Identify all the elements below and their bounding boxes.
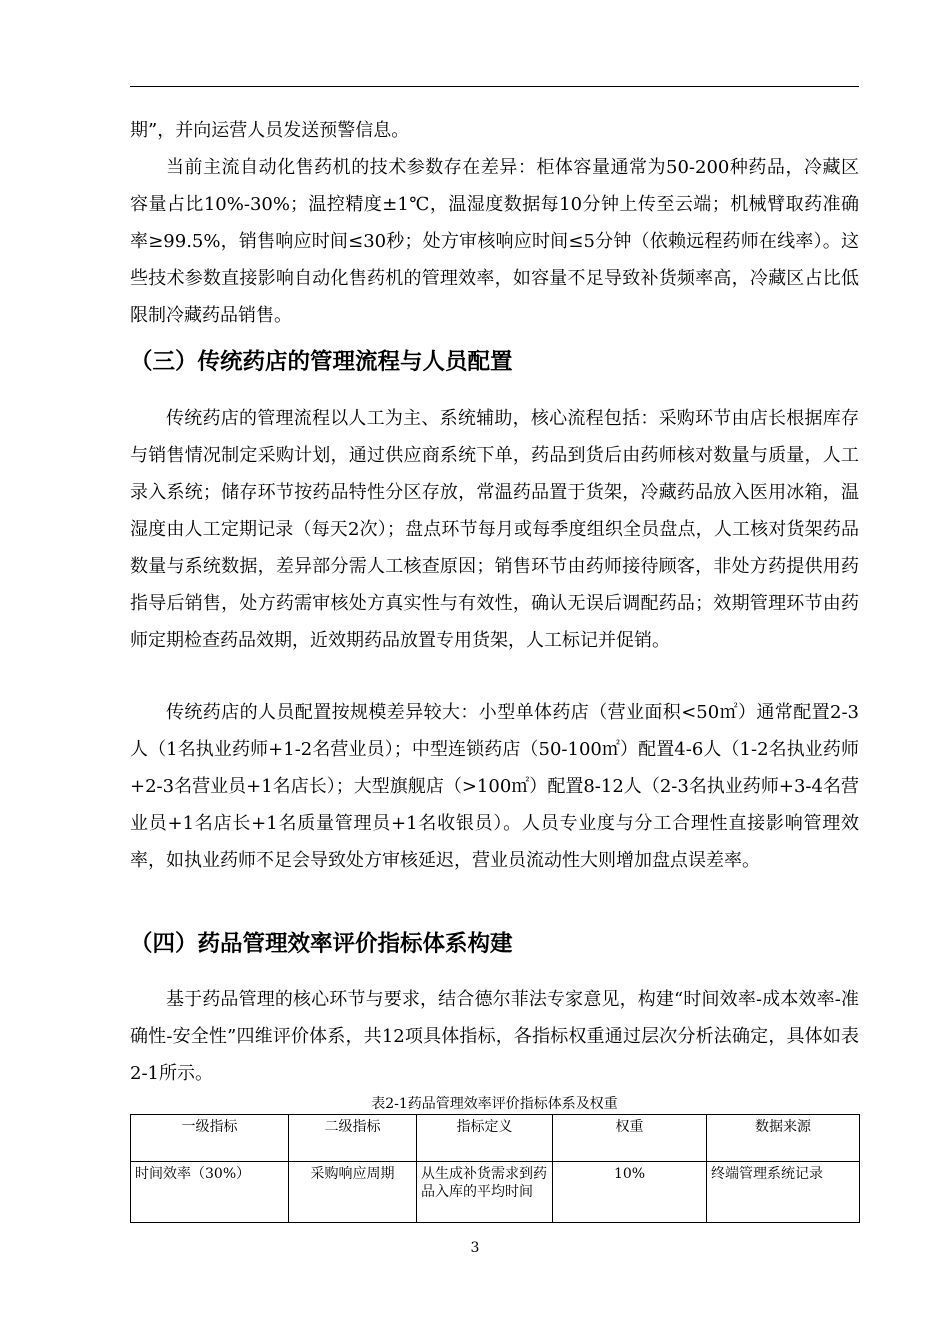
table-header-cell: 二级指标 (289, 1115, 417, 1162)
paragraph-evaluation-system: 基于药品管理的核心环节与要求，结合德尔菲法专家意见，构建“时间效率-成本效率-准确性-安全性”四维评价体系，共12项具体指标，各指标权重通过层次分析法确定，具体如表2-1所示。 (130, 989, 859, 1084)
table-cell: 10% (553, 1162, 707, 1223)
section-heading-3: （三）传统药店的管理流程与人员配置 (130, 349, 513, 375)
table-cell: 从生成补货需求到药品入库的平均时间 (417, 1162, 553, 1223)
table-cell: 时间效率（30%） (131, 1162, 289, 1223)
table-header-cell: 数据来源 (707, 1115, 860, 1162)
table-row (131, 1162, 860, 1223)
table-header-row (131, 1115, 860, 1162)
paragraph-staffing: 传统药店的人员配置按规模差异较大：小型单体药店（营业面积<50㎡）通常配置2-3人（1名执业药师+1-2名营业员）；中型连锁药店（50-100㎡）配置4-6人（1-2名执业药师+2-3名营业员+1名店长）；大型旗舰店（>100㎡）配置8-12人（2-3名执业药师+3-4名营业员+1名店长+1名质量管理员+1名收银员）。人员专业度与分工合理性直接影响管理效率，如执业药师不足会导致处方审核延迟，营业员流动性大则增加盘点误差率。 (130, 702, 859, 871)
table-caption: 表2-1药品管理效率评价指标体系及权重 (371, 1096, 618, 1112)
table-header-cell: 权重 (553, 1115, 707, 1162)
table-header-cell: 指标定义 (417, 1115, 553, 1162)
table-cell: 终端管理系统记录 (707, 1162, 860, 1223)
page-number: 3 (470, 1240, 480, 1256)
evaluation-index-table (130, 1114, 860, 1223)
paragraph-management-process: 传统药店的管理流程以人工为主、系统辅助，核心流程包括：采购环节由店长根据库存与销售情况制定采购计划，通过供应商系统下单，药品到货后由药师核对数量与质量，人工录入系统；储存环节按药品特性分区存放，常温药品置于货架，冷藏药品放入医用冰箱，温湿度由人工定期记录（每天2次）；盘点环节每月或每季度组织全员盘点，人工核对货架药品数量与系统数据，差异部分需人工核查原因；销售环节由药师接待顾客，非处方药提供用药指导后销售，处方药需审核处方真实性与有效性，确认无误后调配药品；效期管理环节由药师定期检查药品效期，近效期药品放置专用货架，人工标记并促销。 (130, 408, 859, 651)
paragraph-continuation: 期”，并向运营人员发送预警信息。 (130, 120, 410, 141)
header-rule (130, 86, 859, 87)
table-cell: 采购响应周期 (289, 1162, 417, 1223)
table-header-cell: 一级指标 (131, 1115, 289, 1162)
section-heading-4: （四）药品管理效率评价指标体系构建 (130, 931, 513, 957)
paragraph-tech-params: 当前主流自动化售药机的技术参数存在差异：柜体容量通常为50-200种药品，冷藏区容量占比10%-30%；温控精度±1℃，温湿度数据每10分钟上传至云端；机械臂取药准确率≥99.5%，销售响应时间≤30秒；处方审核响应时间≤5分钟（依赖远程药师在线率）。这些技术参数直接影响自动化售药机的管理效率，如容量不足导致补货频率高，冷藏区占比低限制冷藏药品销售。 (130, 157, 859, 326)
